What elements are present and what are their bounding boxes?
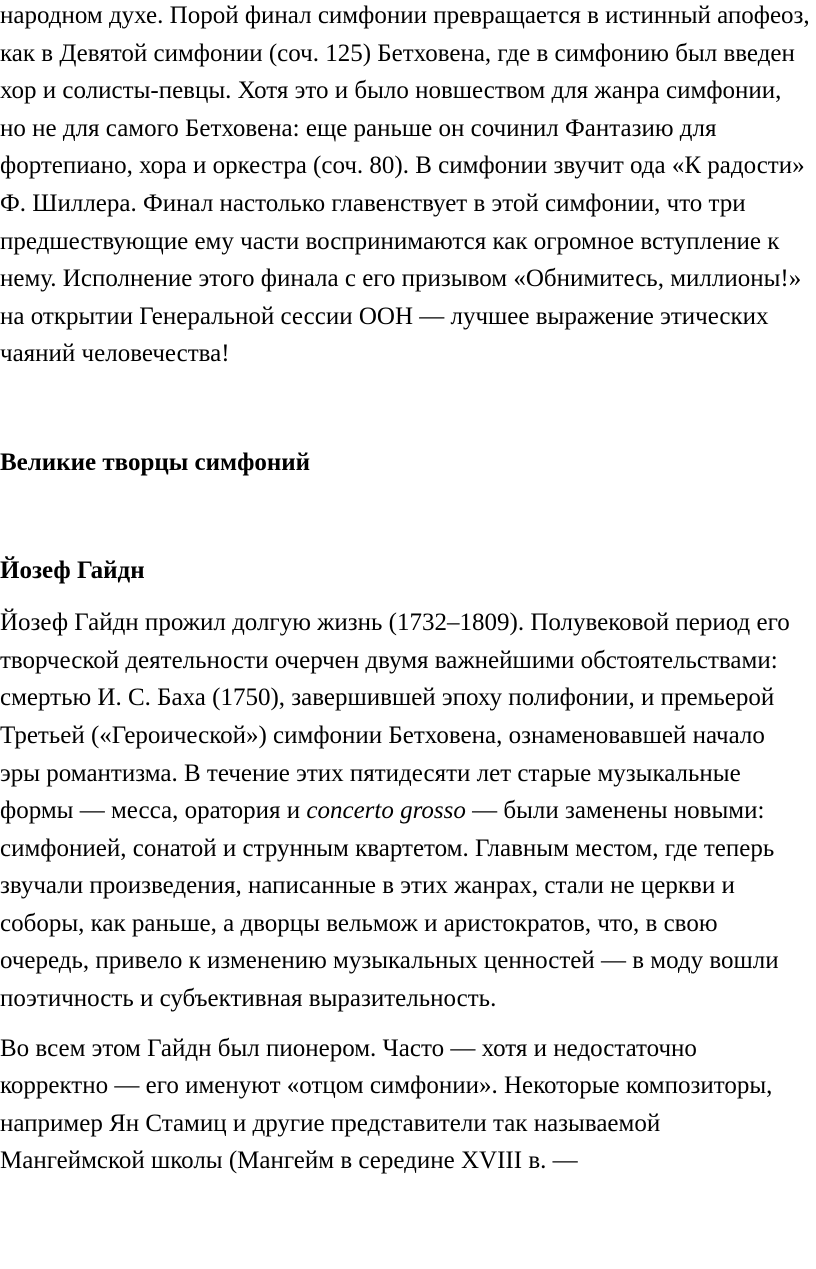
paragraph-beethoven-ninth: народном духе. Порой финал симфонии превращается в истинный апофеоз, как в Девятой симфонии (соч. 125) Бетховена, где в симфонию был введен хор и солисты-певцы. Хотя это и было новшеством для жанра симфонии, но не для самого Бетховена: еще раньше он сочинил Фантазию для фортепиано, хора и оркестра (соч. 80). В симфонии звучит ода «К радости» Ф. Шиллера. Финал настолько главенствует в этой симфонии, что три предшествующие ему части воспринимаются как огромное вступление к нему. Исполнение этого финала с его призывом «Обнимитесь, миллионы!» на открытии Генеральной сессии ООН — лучшее выражение этических чаяний человечества! bbox=[0, 2, 810, 368]
spacer bbox=[0, 482, 810, 552]
paragraph-haydn-pioneer: Во всем этом Гайдн был пионером. Часто — хотя и недостаточно корректно — его именуют «отцом симфонии». Некоторые композиторы, например Ян Стамиц и другие представители так называемой Мангеймской школы (Мангейм в середине XVIII в. — bbox=[0, 1034, 773, 1175]
section-heading: Великие творцы симфоний bbox=[0, 448, 311, 476]
subsection-heading-haydn: Йозеф Гайдн bbox=[0, 556, 145, 584]
paragraph-haydn-life bbox=[0, 604, 810, 1018]
spacer bbox=[0, 373, 810, 444]
paragraph-text: — были заменены новыми: симфонией, сонатой и струнным квартетом. Главным местом, где теперь звучали произведения, написанные в этих жанрах, стали не церкви и соборы, как раньше, а дворцы вельмож и аристократов, что, в свою очередь, привело к изменению музыкальных ценностей — в моду вошли поэтичность и субъективная выразительность. bbox=[0, 797, 779, 1013]
italic-term: concerto grosso bbox=[306, 797, 466, 825]
paragraph-text: Йозеф Гайдн прожил долгую жизнь (1732–1809). Полувековой период его творческой деятельности очерчен двумя важнейшими обстоятельствами: смертью И. С. Баха (1750), завершившей эпоху полифонии, и премьерой Третьей («Героической») симфонии Бетховена, ознаменовавшей начало эры романтизма. В течение этих пятидесяти лет старые музыкальные формы — месса, оратория и bbox=[0, 609, 790, 825]
